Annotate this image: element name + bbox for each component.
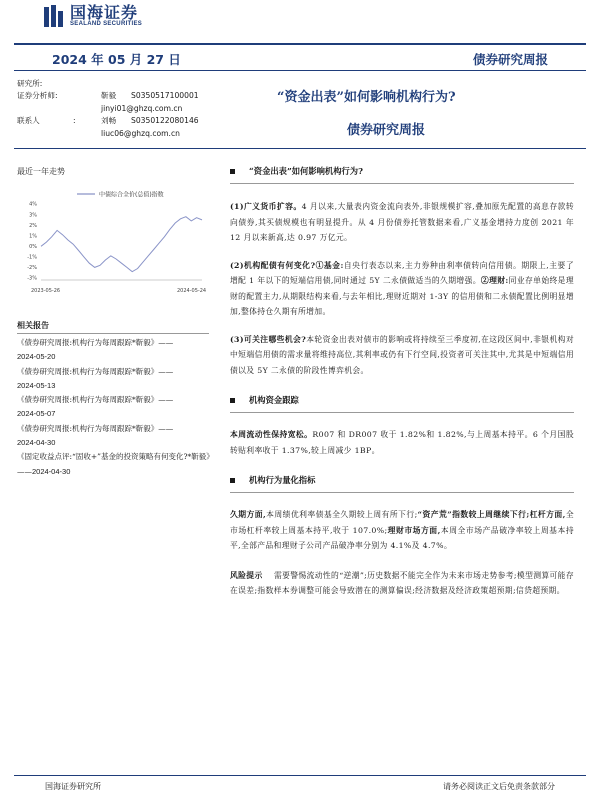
y-tick-label: -1% xyxy=(27,254,37,261)
brand-name-cn: 国海证券 xyxy=(70,3,139,22)
summary-column xyxy=(230,164,574,599)
bullet-square-icon xyxy=(230,398,235,403)
x-tick-start: 2023-05-26 xyxy=(31,288,61,294)
related-report-item[interactable]: 《债券研究周报:机构行为每周跟踪*靳毅》—— 2024-05-07 xyxy=(17,395,174,419)
y-tick-label: 2% xyxy=(29,222,37,229)
trend-label: 最近一年走势 xyxy=(17,167,65,176)
report-type: 债券研究周报 xyxy=(472,52,548,67)
y-ticks xyxy=(27,202,37,282)
section-head-quant: 机构行为量化指标 xyxy=(230,473,574,487)
related-report-item[interactable]: 《固定收益点评:“固收+”基金的投资策略有何变化?*靳毅》——2024-04-30 xyxy=(17,452,214,476)
paragraph-liquidity: 本周流动性保持宽松。R007 和 DR007 收于 1.82%和 1.82%,与上周基本持平。6 个月国股转贴利率收于 1.37%,较上周减少 1BP。 xyxy=(230,430,575,455)
related-report-item[interactable]: 《债券研究周报:机构行为每周跟踪*靳毅》—— 2024-05-20 xyxy=(17,338,174,362)
analyst-row: 证券分析师: 靳毅 S0350517100001 xyxy=(17,91,199,101)
title-divider xyxy=(14,148,586,149)
paragraph-opportunities: (3)可关注哪些机会?本轮资金出表对债市的影响或将持续至三季度初,在这段区间中,非银机构对中短端信用债的需求量将维持高位,其利率或仍有下行空间,投资者可关注其中,尤其是中短端信用债以及 5Y 二永债的阶段性博弈机会。 xyxy=(230,334,574,375)
x-tick-end: 2024-05-24 xyxy=(177,288,207,294)
analyst-email: liuc06@ghzq.com.cn xyxy=(101,128,180,138)
analyst-block xyxy=(17,78,199,140)
trend-chart xyxy=(17,182,212,304)
series-line xyxy=(41,217,202,272)
section-head-funding: 机构资金跟踪 xyxy=(230,393,574,407)
report-date: 2024 年 05 月 27 日 xyxy=(52,52,181,67)
related-report-item[interactable]: 《债券研究周报:机构行为每周跟踪*靳毅》—— 2024-04-30 xyxy=(17,423,174,448)
bullet-square-icon xyxy=(230,478,235,483)
related-report-item[interactable]: 《债券研究周报:机构行为每周跟踪*靳毅》—— 2024-05-13 xyxy=(17,366,174,390)
paragraph-risk: 风险提示 需要警惕流动性的“逆潮”;历史数据不能完全作为未来市场走势参考;模型测算可能存在误差;指数样本券调整可能会导致潜在的测算偏误;经济数据及经济政策超预期;信贷超预期。 xyxy=(230,570,574,595)
y-tick-label: -2% xyxy=(27,265,37,272)
related-divider xyxy=(17,333,209,334)
footer-institute: 国海证券研究所 xyxy=(45,782,101,791)
section-rule xyxy=(230,492,574,493)
header-divider xyxy=(14,70,586,71)
paragraph-broad-money: (1)广义货币扩容。4 月以来,大量表内资金流向表外,非银规模扩容,叠加原先配置的高息存款转向债券,其买债规模也有明显提升。从 4 月份债券托管数据来看,广义基金增持力度创 2021 年 12 月以来新高,达 0.97 万亿元。 xyxy=(230,202,574,242)
y-tick-label: 4% xyxy=(29,201,37,208)
trend-chart-svg xyxy=(17,182,212,300)
analyst-email: jinyi01@ghzq.com.cn xyxy=(101,103,183,113)
brand-logo xyxy=(44,4,142,27)
related-reports-list xyxy=(17,336,217,479)
section-rule xyxy=(230,412,574,413)
paragraph-quant: 久期方面,本周绩优利率债基全久期较上周有所下行;“资产荒”指数较上周继续下行;杠杆方面,全市场杠杆率较上周基本持平,收于 107.0%;理财市场方面,本周全市场产品破净率较上周基本持平,全部产品和理财子公司产品破净率分别为 4.1%及 4.7%。 xyxy=(230,510,574,550)
footer-rule xyxy=(14,775,586,776)
analyst-row: 联系人 : 刘畅 S0350122080146 xyxy=(17,116,199,126)
analyst-row: 研究所: xyxy=(17,79,43,88)
brand-name-en: SEALAND SECURITIES xyxy=(70,21,143,27)
y-tick-label: -3% xyxy=(27,275,37,282)
page-title: “资金出表”如何影响机构行为? xyxy=(277,90,456,105)
page-subtitle: 债券研究周报 xyxy=(347,123,426,138)
legend-label: 中债综合全价(总值)指数 xyxy=(99,191,164,199)
logo-mark-icon xyxy=(44,5,64,27)
y-tick-label: 3% xyxy=(29,212,37,219)
header-rule xyxy=(14,43,586,45)
footer-disclaimer: 请务必阅读正文后免责条款部分 xyxy=(443,782,555,791)
section-head-outflow: “资金出表”如何影响机构行为? xyxy=(230,164,574,178)
y-tick-label: 0% xyxy=(29,243,37,250)
bullet-square-icon xyxy=(230,169,235,174)
paragraph-allocation: (2)机构配债有何变化?①基金:自央行表态以来,主力券种由利率债转向信用债。期限上,主要了增配 1 年以下的短端信用债,同时通过 5Y 二永债做适当的久期增强。②理财:同业存单始终是理财的配置主力,从期限结构来看,与去年相比,理财近期对 1-3Y 的信用债和二永债配置比例明显增加,整体持仓久期有所增加。 xyxy=(230,260,574,316)
section-rule xyxy=(230,183,574,184)
related-reports-label: 相关报告 xyxy=(17,321,49,330)
y-tick-label: 1% xyxy=(29,233,37,240)
